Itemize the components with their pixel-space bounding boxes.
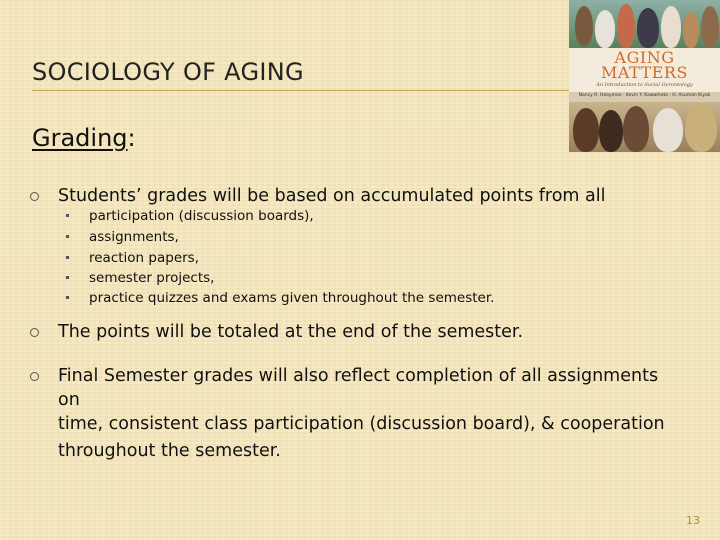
cover-photo-bottom [569, 102, 720, 152]
bullet-2 [58, 320, 678, 344]
square-bullet-icon [66, 256, 69, 259]
sub-bullet-3 [89, 248, 199, 268]
sub-bullet-5-text: practice quizzes and exams given throughout the semester. [89, 290, 495, 306]
section-heading-text: Grading [32, 124, 128, 152]
square-bullet-icon [66, 214, 69, 217]
sub-bullet-5 [89, 288, 494, 308]
bullet-1-text: Students’ grades will be based on accumulated points from all [58, 186, 606, 206]
square-bullet-icon [66, 296, 69, 299]
bullet-3-line-1: Final Semester grades will also reflect completion of all assignments on [58, 366, 659, 410]
hollow-circle-bullet-icon [30, 372, 39, 381]
slide-title: SOCIOLOGY OF AGING [32, 58, 304, 86]
square-bullet-icon [66, 235, 69, 238]
cover-subtitle: An Introduction to Social Gerontology [596, 82, 693, 88]
cover-title-line-1: AGING [614, 48, 675, 67]
bullet-1 [58, 184, 678, 208]
cover-authors: Nancy R. Hooyman · Kevin Y. Kawamoto · H. Asuman Kiyak [578, 93, 711, 98]
cover-photo-top [569, 0, 720, 48]
cover-title-line-2: MATTERS [601, 63, 688, 82]
book-cover-image [569, 0, 720, 152]
sub-bullet-4 [89, 268, 214, 288]
title-divider [32, 90, 570, 91]
cover-title [569, 50, 720, 80]
sub-bullet-4-text: semester projects, [89, 270, 215, 286]
bullet-3 [58, 364, 678, 463]
square-bullet-icon [66, 276, 69, 279]
section-heading [32, 124, 136, 152]
hollow-circle-bullet-icon [30, 192, 39, 201]
bullet-3-line-2: time, consistent class participation (discussion board), & cooperation [58, 414, 665, 434]
sub-bullet-2-text: assignments, [89, 229, 179, 245]
section-heading-colon: : [127, 124, 136, 152]
hollow-circle-bullet-icon [30, 328, 39, 337]
bullet-3-line-3: throughout the semester. [58, 441, 281, 461]
sub-bullet-1 [89, 206, 314, 226]
sub-bullet-2 [89, 227, 179, 247]
bullet-2-text: The points will be totaled at the end of the semester. [58, 322, 524, 342]
sub-bullet-1-text: participation (discussion boards), [89, 208, 314, 224]
page-number: 13 [686, 514, 700, 527]
sub-bullet-3-text: reaction papers, [89, 250, 199, 266]
